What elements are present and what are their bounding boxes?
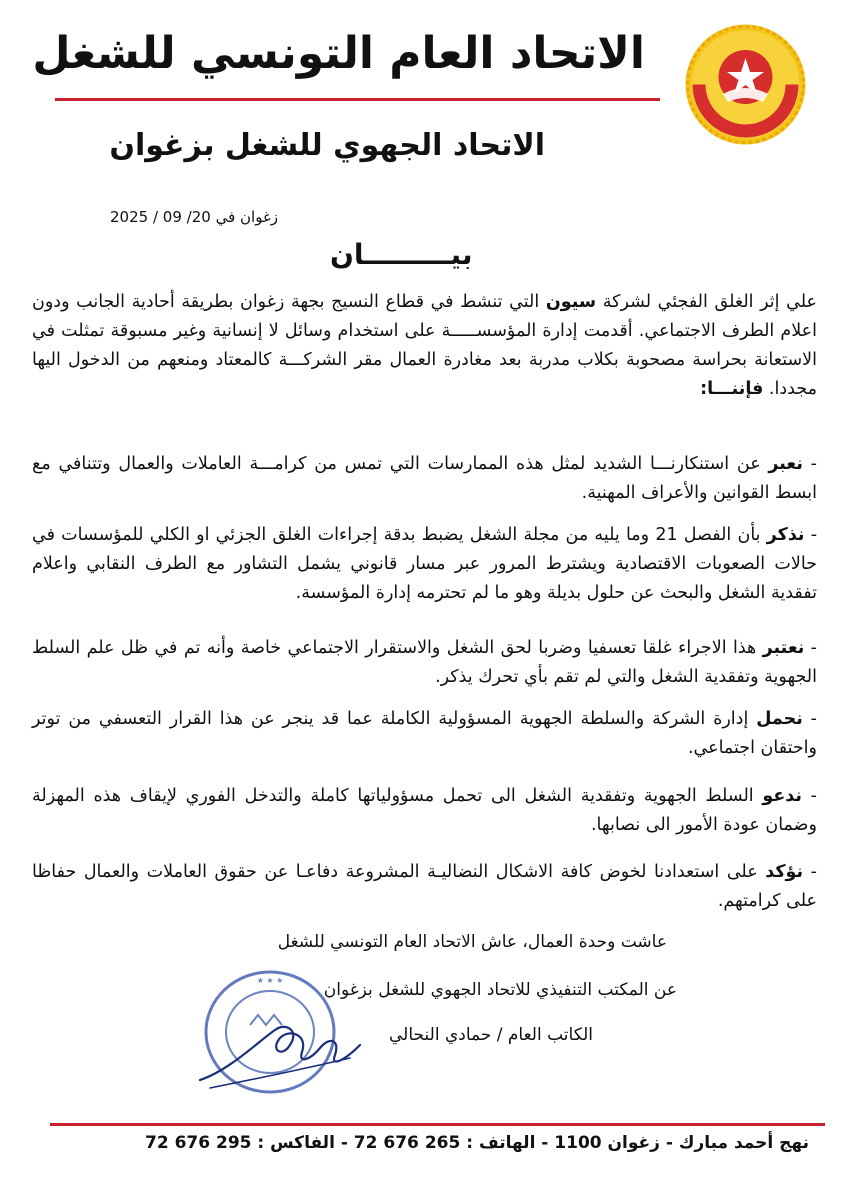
statement-point: - نعتبر هذا الاجراء غلقا تعسفيا وضربا لحق الشغل والاستقرار الاجتماعي خاصة وأنه تم في ظل علم السلط الجهوية وتفقدية الشغل والتي لم تقم بأي تحرك يذكر. [32, 638, 817, 687]
statement-point: - نذكر بأن الفصل 21 وما يليه من مجلة الشغل يضبط بدقة إجراءات الغلق الجزئي او الكلي للمؤسسات في حالات الصعوبات الاقتصادية ويشترط المرور عبر مسار قانوني يشمل التشاور مع الطرف النقابي واعلام تفقدية الشغل والبحث عن حلول بديلة وهو ما لم تحترمه إدارة المؤسسة. [32, 525, 818, 603]
statement-point: - نؤكد على استعدادنا لخوض كافة الاشكال النضاليـة المشروعة دفاعـا عن حقوق العاملات والعمال حفاظا على كرامتهم. [32, 862, 817, 911]
intro-part2: التي تنشط في قطاع النسيج بجهة زغوان بطريقة أحادية الجانب ودون اعلام الطرف الاجتماعي. أقدمت إدارة المؤسســـــة على استخدام وسائل لا إنسانية وغير مسبوقة تمثلت في الاستعانة بحراسة مصحوبة بكلاب مدربة بعد مغادرة العمال مقر الشركـــة كالمعتاد ومنعهم من الدخول اليها مجددا. [32, 292, 817, 399]
point-keyword: نعتبر [762, 638, 805, 658]
organization-title: الاتحاد العام التونسي للشغل [32, 28, 645, 79]
handwritten-signature [190, 1000, 380, 1095]
point-text: السلط الجهوية وتفقدية الشغل الى تحمل مسؤولياتها كاملة والتدخل الفوري لإيقاف هذه المهزلة وضمان عودة الأمور الى نصابها. [32, 786, 817, 835]
point-text: هذا الاجراء غلقا تعسفيا وضربا لحق الشغل والاستقرار الاجتماعي خاصة وأنه تم في ظل علم السلط الجهوية وتفقدية الشغل والتي لم تقم بأي تحرك يذكر. [32, 638, 817, 687]
regional-union-title: الاتحاد الجهوي للشغل بزغوان [109, 128, 545, 163]
point-text: بأن الفصل 21 وما يليه من مجلة الشغل يضبط بدقة إجراءات الغلق الجزئي او الكلي للمؤسسات في حالات الصعوبات الاقتصادية ويشترط المرور عبر مسار قانوني يشمل التشاور مع الطرف النقابي واعلام تفقدية الشغل والبحث عن حلول بديلة وهو ما لم تحترمه إدارة المؤسسة. [32, 525, 817, 603]
point-text: عن استنكارنـــا الشديد لمثل هذه الممارسات التي تمس من كرامـــة العاملات والعمال وتتنافي مع ابسط القوانين والأعراف المهنية. [32, 454, 817, 503]
point-keyword: نعبر [768, 454, 803, 474]
point-keyword: ندعو [762, 786, 802, 806]
point-keyword: نؤكد [765, 862, 804, 882]
point-keyword: نحمل [756, 709, 803, 729]
statement-point: - نحمل إدارة الشركة والسلطة الجهوية المسؤولية الكاملة عما قد ينجر عن هذا القرار التعسفي من توتر واحتقان اجتماعي. [32, 709, 817, 758]
statement-point: - نعبر عن استنكارنـــا الشديد لمثل هذه الممارسات التي تمس من كرامـــة العاملات والعمال وتتنافي مع ابسط القوانين والأعراف المهنية. [32, 454, 817, 503]
svg-text:★ ★ ★: ★ ★ ★ [256, 976, 284, 985]
point-text: إدارة الشركة والسلطة الجهوية المسؤولية الكاملة عما قد ينجر عن هذا القرار التعسفي من توتر واحتقان اجتماعي. [32, 709, 817, 758]
document-date: زغوان في 20/ 09 / 2025 [110, 208, 279, 226]
closing-slogan: عاشت وحدة العمال، عاش الاتحاد العام التونسي للشغل [277, 932, 667, 952]
closing-signatory: الكاتب العام / حمادي النحالي [389, 1025, 593, 1045]
intro-conclusion: فإننـــا: [700, 379, 764, 399]
title-divider [55, 98, 660, 101]
intro-part1: علي إثر الغلق الفجئي لشركة [596, 292, 817, 312]
point-text: على استعدادنا لخوض كافة الاشكال النضاليـة المشروعة دفاعـا عن حقوق العاملات والعمال حفاظا على كرامتهم. [32, 862, 817, 911]
intro-paragraph [32, 288, 817, 404]
ugtt-logo-icon [683, 22, 808, 147]
footer-divider [50, 1123, 825, 1126]
document-heading: بيـــــــــان [330, 238, 473, 271]
company-name: سيون [545, 292, 597, 312]
footer-contact: نهج أحمد مبارك - زغوان 1100 - الهاتف : 265 676 72 - الفاكس : 295 676 72 [145, 1133, 810, 1153]
statement-point: - ندعو السلط الجهوية وتفقدية الشغل الى تحمل مسؤولياتها كاملة والتدخل الفوري لإيقاف هذه المهزلة وضمان عودة الأمور الى نصابها. [32, 786, 817, 835]
closing-office: عن المكتب التنفيذي للاتحاد الجهوي للشغل بزغوان [323, 980, 677, 1000]
point-keyword: نذكر [766, 525, 805, 545]
